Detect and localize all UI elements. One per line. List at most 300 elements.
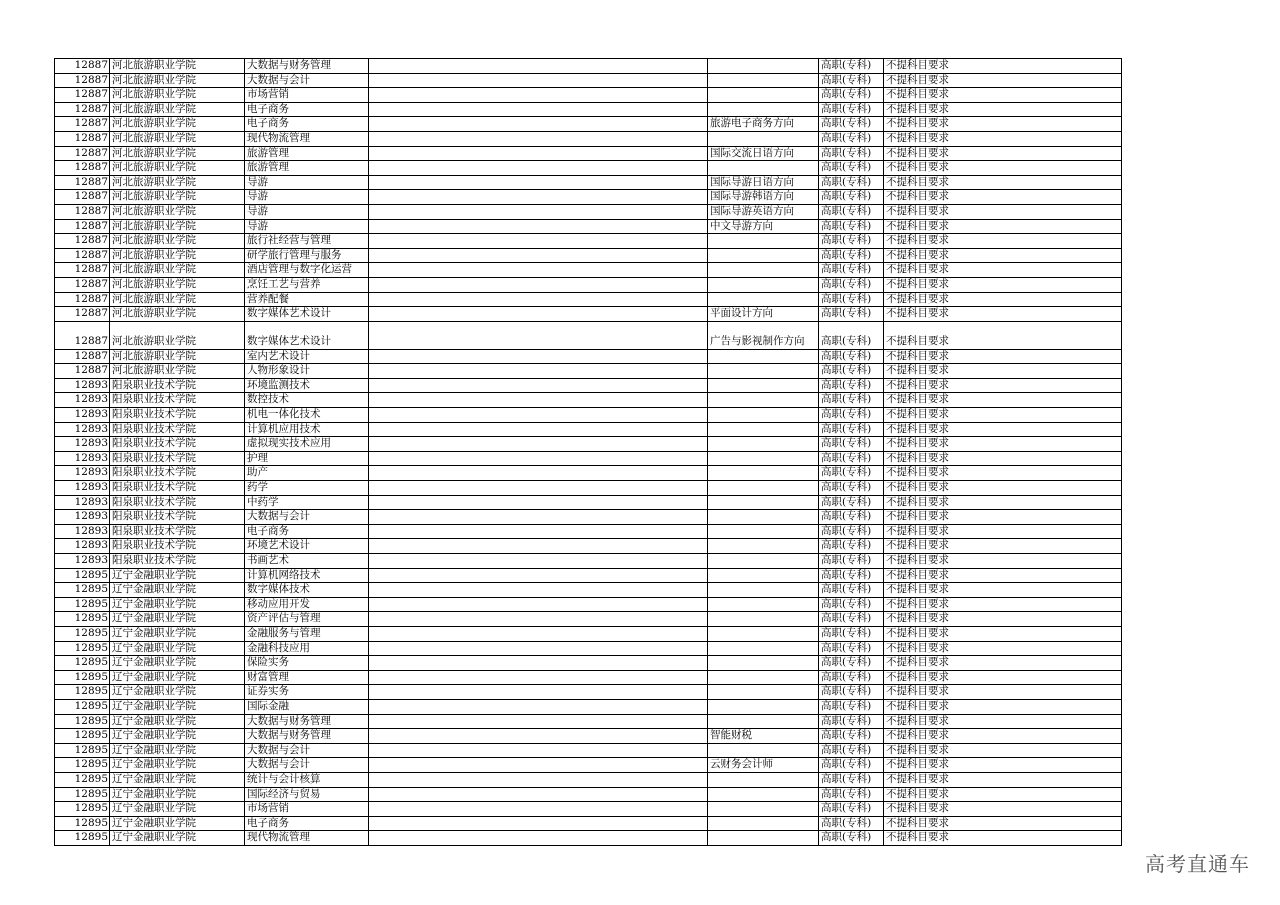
subject-requirement-cell: 不提科目要求 (884, 539, 1122, 554)
table-row (55, 263, 1122, 278)
subject-requirement-cell: 不提科目要求 (884, 307, 1122, 322)
remarks-cell (369, 772, 708, 787)
major-name-cell: 数字媒体艺术设计 (245, 321, 369, 349)
direction-cell: 国际导游日语方向 (708, 175, 819, 190)
level-cell: 高职(专科) (819, 641, 884, 656)
remarks-cell (369, 248, 708, 263)
school-name-cell: 辽宁金融职业学院 (110, 729, 245, 744)
school-code-cell: 12895 (55, 699, 110, 714)
major-name-cell: 环境监测技术 (245, 378, 369, 393)
direction-cell (708, 292, 819, 307)
direction-cell (708, 554, 819, 569)
level-cell: 高职(专科) (819, 568, 884, 583)
school-code-cell: 12895 (55, 787, 110, 802)
school-name-cell: 河北旅游职业学院 (110, 117, 245, 132)
major-name-cell: 人物形象设计 (245, 364, 369, 379)
level-cell: 高职(专科) (819, 539, 884, 554)
direction-cell (708, 772, 819, 787)
school-code-cell: 12893 (55, 437, 110, 452)
level-cell: 高职(专科) (819, 307, 884, 322)
school-code-cell: 12893 (55, 481, 110, 496)
watermark-text: 高考直通车 (1145, 852, 1250, 876)
direction-cell (708, 699, 819, 714)
direction-cell (708, 59, 819, 74)
school-name-cell: 辽宁金融职业学院 (110, 831, 245, 846)
school-name-cell: 辽宁金融职业学院 (110, 772, 245, 787)
table-row (55, 772, 1122, 787)
direction-cell: 平面设计方向 (708, 307, 819, 322)
level-cell: 高职(专科) (819, 219, 884, 234)
direction-cell (708, 277, 819, 292)
direction-cell (708, 73, 819, 88)
level-cell: 高职(专科) (819, 422, 884, 437)
level-cell: 高职(专科) (819, 524, 884, 539)
remarks-cell (369, 263, 708, 278)
table-row (55, 670, 1122, 685)
subject-requirement-cell: 不提科目要求 (884, 495, 1122, 510)
major-name-cell: 旅游管理 (245, 146, 369, 161)
table-row (55, 73, 1122, 88)
major-name-cell: 金融科技应用 (245, 641, 369, 656)
major-name-cell: 室内艺术设计 (245, 349, 369, 364)
major-name-cell: 旅行社经营与管理 (245, 234, 369, 249)
school-name-cell: 阳泉职业技术学院 (110, 481, 245, 496)
subject-requirement-cell: 不提科目要求 (884, 393, 1122, 408)
school-name-cell: 河北旅游职业学院 (110, 364, 245, 379)
subject-requirement-cell: 不提科目要求 (884, 743, 1122, 758)
table-row (55, 437, 1122, 452)
school-name-cell: 河北旅游职业学院 (110, 263, 245, 278)
remarks-cell (369, 539, 708, 554)
level-cell: 高职(专科) (819, 321, 884, 349)
direction-cell: 中文导游方向 (708, 219, 819, 234)
direction-cell (708, 102, 819, 117)
major-name-cell: 保险实务 (245, 656, 369, 671)
direction-cell: 国际交流日语方向 (708, 146, 819, 161)
table-row (55, 349, 1122, 364)
table-row (55, 466, 1122, 481)
major-name-cell: 护理 (245, 451, 369, 466)
table-row (55, 612, 1122, 627)
remarks-cell (369, 612, 708, 627)
remarks-cell (369, 641, 708, 656)
level-cell: 高职(专科) (819, 175, 884, 190)
major-name-cell: 导游 (245, 204, 369, 219)
table-row (55, 248, 1122, 263)
table-row (55, 161, 1122, 176)
major-name-cell: 移动应用开发 (245, 597, 369, 612)
school-name-cell: 辽宁金融职业学院 (110, 743, 245, 758)
level-cell: 高职(专科) (819, 277, 884, 292)
subject-requirement-cell: 不提科目要求 (884, 378, 1122, 393)
remarks-cell (369, 729, 708, 744)
direction-cell (708, 641, 819, 656)
school-code-cell: 12887 (55, 88, 110, 103)
direction-cell (708, 597, 819, 612)
school-code-cell: 12887 (55, 102, 110, 117)
level-cell: 高职(专科) (819, 364, 884, 379)
table-row (55, 175, 1122, 190)
level-cell: 高职(专科) (819, 131, 884, 146)
subject-requirement-cell: 不提科目要求 (884, 451, 1122, 466)
major-name-cell: 财富管理 (245, 670, 369, 685)
table-row (55, 626, 1122, 641)
direction-cell (708, 263, 819, 278)
direction-cell (708, 743, 819, 758)
major-name-cell: 中药学 (245, 495, 369, 510)
subject-requirement-cell: 不提科目要求 (884, 699, 1122, 714)
school-name-cell: 辽宁金融职业学院 (110, 685, 245, 700)
remarks-cell (369, 234, 708, 249)
remarks-cell (369, 408, 708, 423)
remarks-cell (369, 146, 708, 161)
remarks-cell (369, 699, 708, 714)
major-name-cell: 营养配餐 (245, 292, 369, 307)
direction-cell (708, 831, 819, 846)
remarks-cell (369, 292, 708, 307)
table-row (55, 364, 1122, 379)
subject-requirement-cell: 不提科目要求 (884, 714, 1122, 729)
table-row (55, 758, 1122, 773)
subject-requirement-cell: 不提科目要求 (884, 292, 1122, 307)
level-cell: 高职(专科) (819, 190, 884, 205)
school-code-cell: 12887 (55, 234, 110, 249)
school-name-cell: 河北旅游职业学院 (110, 219, 245, 234)
school-name-cell: 辽宁金融职业学院 (110, 787, 245, 802)
level-cell: 高职(专科) (819, 292, 884, 307)
direction-cell: 云财务会计师 (708, 758, 819, 773)
school-name-cell: 河北旅游职业学院 (110, 59, 245, 74)
direction-cell (708, 88, 819, 103)
major-name-cell: 旅游管理 (245, 161, 369, 176)
school-name-cell: 阳泉职业技术学院 (110, 451, 245, 466)
subject-requirement-cell: 不提科目要求 (884, 758, 1122, 773)
school-code-cell: 12895 (55, 568, 110, 583)
direction-cell (708, 408, 819, 423)
level-cell: 高职(专科) (819, 161, 884, 176)
direction-cell (708, 787, 819, 802)
level-cell: 高职(专科) (819, 451, 884, 466)
school-code-cell: 12887 (55, 117, 110, 132)
school-code-cell: 12895 (55, 802, 110, 817)
remarks-cell (369, 277, 708, 292)
direction-cell (708, 378, 819, 393)
table-body (55, 59, 1122, 846)
school-code-cell: 12895 (55, 743, 110, 758)
level-cell: 高职(专科) (819, 685, 884, 700)
remarks-cell (369, 190, 708, 205)
table-row (55, 495, 1122, 510)
school-name-cell: 阳泉职业技术学院 (110, 437, 245, 452)
school-name-cell: 辽宁金融职业学院 (110, 583, 245, 598)
school-code-cell: 12895 (55, 831, 110, 846)
school-name-cell: 辽宁金融职业学院 (110, 802, 245, 817)
remarks-cell (369, 349, 708, 364)
subject-requirement-cell: 不提科目要求 (884, 466, 1122, 481)
level-cell: 高职(专科) (819, 117, 884, 132)
table-row (55, 408, 1122, 423)
school-name-cell: 河北旅游职业学院 (110, 307, 245, 322)
level-cell: 高职(专科) (819, 831, 884, 846)
direction-cell (708, 495, 819, 510)
school-name-cell: 河北旅游职业学院 (110, 146, 245, 161)
subject-requirement-cell: 不提科目要求 (884, 88, 1122, 103)
major-name-cell: 环境艺术设计 (245, 539, 369, 554)
school-code-cell: 12887 (55, 321, 110, 349)
major-name-cell: 酒店管理与数字化运营 (245, 263, 369, 278)
major-name-cell: 数控技术 (245, 393, 369, 408)
subject-requirement-cell: 不提科目要求 (884, 263, 1122, 278)
level-cell: 高职(专科) (819, 59, 884, 74)
level-cell: 高职(专科) (819, 349, 884, 364)
level-cell: 高职(专科) (819, 73, 884, 88)
level-cell: 高职(专科) (819, 248, 884, 263)
school-code-cell: 12893 (55, 554, 110, 569)
subject-requirement-cell: 不提科目要求 (884, 568, 1122, 583)
subject-requirement-cell: 不提科目要求 (884, 73, 1122, 88)
remarks-cell (369, 175, 708, 190)
major-name-cell: 市场营销 (245, 88, 369, 103)
remarks-cell (369, 495, 708, 510)
direction-cell (708, 714, 819, 729)
remarks-cell (369, 816, 708, 831)
table-row (55, 190, 1122, 205)
subject-requirement-cell: 不提科目要求 (884, 670, 1122, 685)
table-row (55, 422, 1122, 437)
school-code-cell: 12893 (55, 466, 110, 481)
remarks-cell (369, 685, 708, 700)
school-name-cell: 阳泉职业技术学院 (110, 422, 245, 437)
level-cell: 高职(专科) (819, 802, 884, 817)
school-name-cell: 河北旅游职业学院 (110, 88, 245, 103)
school-name-cell: 辽宁金融职业学院 (110, 641, 245, 656)
table-row (55, 568, 1122, 583)
remarks-cell (369, 307, 708, 322)
major-name-cell: 烹饪工艺与营养 (245, 277, 369, 292)
direction-cell (708, 451, 819, 466)
remarks-cell (369, 481, 708, 496)
direction-cell: 智能财税 (708, 729, 819, 744)
school-code-cell: 12893 (55, 510, 110, 525)
school-code-cell: 12887 (55, 131, 110, 146)
school-code-cell: 12887 (55, 175, 110, 190)
remarks-cell (369, 466, 708, 481)
direction-cell (708, 568, 819, 583)
direction-cell: 旅游电子商务方向 (708, 117, 819, 132)
table-row (55, 292, 1122, 307)
level-cell: 高职(专科) (819, 466, 884, 481)
level-cell: 高职(专科) (819, 670, 884, 685)
table-row (55, 234, 1122, 249)
school-code-cell: 12895 (55, 772, 110, 787)
school-name-cell: 辽宁金融职业学院 (110, 612, 245, 627)
level-cell: 高职(专科) (819, 612, 884, 627)
major-name-cell: 大数据与会计 (245, 510, 369, 525)
subject-requirement-cell: 不提科目要求 (884, 321, 1122, 349)
direction-cell (708, 466, 819, 481)
school-code-cell: 12893 (55, 408, 110, 423)
school-name-cell: 辽宁金融职业学院 (110, 656, 245, 671)
major-name-cell: 机电一体化技术 (245, 408, 369, 423)
remarks-cell (369, 787, 708, 802)
remarks-cell (369, 568, 708, 583)
remarks-cell (369, 117, 708, 132)
table-row (55, 131, 1122, 146)
subject-requirement-cell: 不提科目要求 (884, 787, 1122, 802)
subject-requirement-cell: 不提科目要求 (884, 597, 1122, 612)
direction-cell (708, 539, 819, 554)
major-name-cell: 电子商务 (245, 524, 369, 539)
school-code-cell: 12893 (55, 378, 110, 393)
remarks-cell (369, 743, 708, 758)
major-name-cell: 统计与会计核算 (245, 772, 369, 787)
level-cell: 高职(专科) (819, 597, 884, 612)
level-cell: 高职(专科) (819, 204, 884, 219)
school-name-cell: 辽宁金融职业学院 (110, 670, 245, 685)
school-name-cell: 阳泉职业技术学院 (110, 554, 245, 569)
remarks-cell (369, 102, 708, 117)
school-name-cell: 河北旅游职业学院 (110, 349, 245, 364)
subject-requirement-cell: 不提科目要求 (884, 408, 1122, 423)
subject-requirement-cell: 不提科目要求 (884, 816, 1122, 831)
subject-requirement-cell: 不提科目要求 (884, 656, 1122, 671)
school-code-cell: 12887 (55, 161, 110, 176)
subject-requirement-cell: 不提科目要求 (884, 146, 1122, 161)
school-name-cell: 河北旅游职业学院 (110, 234, 245, 249)
remarks-cell (369, 583, 708, 598)
remarks-cell (369, 219, 708, 234)
school-name-cell: 河北旅游职业学院 (110, 190, 245, 205)
direction-cell (708, 612, 819, 627)
remarks-cell (369, 626, 708, 641)
table-row (55, 451, 1122, 466)
remarks-cell (369, 393, 708, 408)
school-code-cell: 12895 (55, 656, 110, 671)
subject-requirement-cell: 不提科目要求 (884, 277, 1122, 292)
remarks-cell (369, 59, 708, 74)
direction-cell (708, 656, 819, 671)
school-code-cell: 12895 (55, 816, 110, 831)
school-code-cell: 12895 (55, 597, 110, 612)
direction-cell (708, 364, 819, 379)
level-cell: 高职(专科) (819, 816, 884, 831)
direction-cell (708, 802, 819, 817)
remarks-cell (369, 161, 708, 176)
subject-requirement-cell: 不提科目要求 (884, 204, 1122, 219)
subject-requirement-cell: 不提科目要求 (884, 117, 1122, 132)
remarks-cell (369, 437, 708, 452)
major-name-cell: 导游 (245, 175, 369, 190)
direction-cell (708, 524, 819, 539)
table-row (55, 597, 1122, 612)
major-name-cell: 计算机网络技术 (245, 568, 369, 583)
school-code-cell: 12895 (55, 729, 110, 744)
table-row (55, 729, 1122, 744)
subject-requirement-cell: 不提科目要求 (884, 131, 1122, 146)
school-code-cell: 12895 (55, 758, 110, 773)
school-name-cell: 辽宁金融职业学院 (110, 597, 245, 612)
school-name-cell: 河北旅游职业学院 (110, 204, 245, 219)
school-code-cell: 12887 (55, 190, 110, 205)
major-name-cell: 电子商务 (245, 102, 369, 117)
direction-cell (708, 816, 819, 831)
remarks-cell (369, 131, 708, 146)
table-row (55, 743, 1122, 758)
level-cell: 高职(专科) (819, 408, 884, 423)
level-cell: 高职(专科) (819, 554, 884, 569)
direction-cell: 国际导游韩语方向 (708, 190, 819, 205)
major-name-cell: 大数据与会计 (245, 743, 369, 758)
level-cell: 高职(专科) (819, 772, 884, 787)
school-name-cell: 河北旅游职业学院 (110, 175, 245, 190)
school-name-cell: 河北旅游职业学院 (110, 321, 245, 349)
school-name-cell: 辽宁金融职业学院 (110, 714, 245, 729)
subject-requirement-cell: 不提科目要求 (884, 102, 1122, 117)
remarks-cell (369, 714, 708, 729)
subject-requirement-cell: 不提科目要求 (884, 612, 1122, 627)
school-name-cell: 阳泉职业技术学院 (110, 408, 245, 423)
direction-cell (708, 161, 819, 176)
level-cell: 高职(专科) (819, 758, 884, 773)
subject-requirement-cell: 不提科目要求 (884, 190, 1122, 205)
school-name-cell: 辽宁金融职业学院 (110, 758, 245, 773)
major-name-cell: 大数据与财务管理 (245, 714, 369, 729)
remarks-cell (369, 510, 708, 525)
school-code-cell: 12887 (55, 364, 110, 379)
major-name-cell: 虚拟现实技术应用 (245, 437, 369, 452)
major-name-cell: 大数据与财务管理 (245, 59, 369, 74)
table-row (55, 554, 1122, 569)
school-name-cell: 河北旅游职业学院 (110, 102, 245, 117)
direction-cell: 国际导游英语方向 (708, 204, 819, 219)
level-cell: 高职(专科) (819, 393, 884, 408)
table-row (55, 699, 1122, 714)
level-cell: 高职(专科) (819, 437, 884, 452)
school-code-cell: 12895 (55, 641, 110, 656)
table-row (55, 524, 1122, 539)
subject-requirement-cell: 不提科目要求 (884, 524, 1122, 539)
school-name-cell: 阳泉职业技术学院 (110, 393, 245, 408)
level-cell: 高职(专科) (819, 234, 884, 249)
school-code-cell: 12893 (55, 524, 110, 539)
level-cell: 高职(专科) (819, 102, 884, 117)
remarks-cell (369, 554, 708, 569)
school-code-cell: 12895 (55, 583, 110, 598)
remarks-cell (369, 758, 708, 773)
school-code-cell: 12893 (55, 422, 110, 437)
remarks-cell (369, 364, 708, 379)
table-row (55, 510, 1122, 525)
school-code-cell: 12887 (55, 248, 110, 263)
table-row (55, 117, 1122, 132)
level-cell: 高职(专科) (819, 656, 884, 671)
school-name-cell: 河北旅游职业学院 (110, 248, 245, 263)
school-name-cell: 河北旅游职业学院 (110, 292, 245, 307)
direction-cell (708, 685, 819, 700)
major-name-cell: 市场营销 (245, 802, 369, 817)
subject-requirement-cell: 不提科目要求 (884, 510, 1122, 525)
major-name-cell: 国际经济与贸易 (245, 787, 369, 802)
major-name-cell: 数字媒体艺术设计 (245, 307, 369, 322)
level-cell: 高职(专科) (819, 583, 884, 598)
direction-cell (708, 626, 819, 641)
level-cell: 高职(专科) (819, 495, 884, 510)
subject-requirement-cell: 不提科目要求 (884, 161, 1122, 176)
school-name-cell: 辽宁金融职业学院 (110, 626, 245, 641)
school-name-cell: 河北旅游职业学院 (110, 131, 245, 146)
major-name-cell: 数字媒体技术 (245, 583, 369, 598)
table-row (55, 787, 1122, 802)
